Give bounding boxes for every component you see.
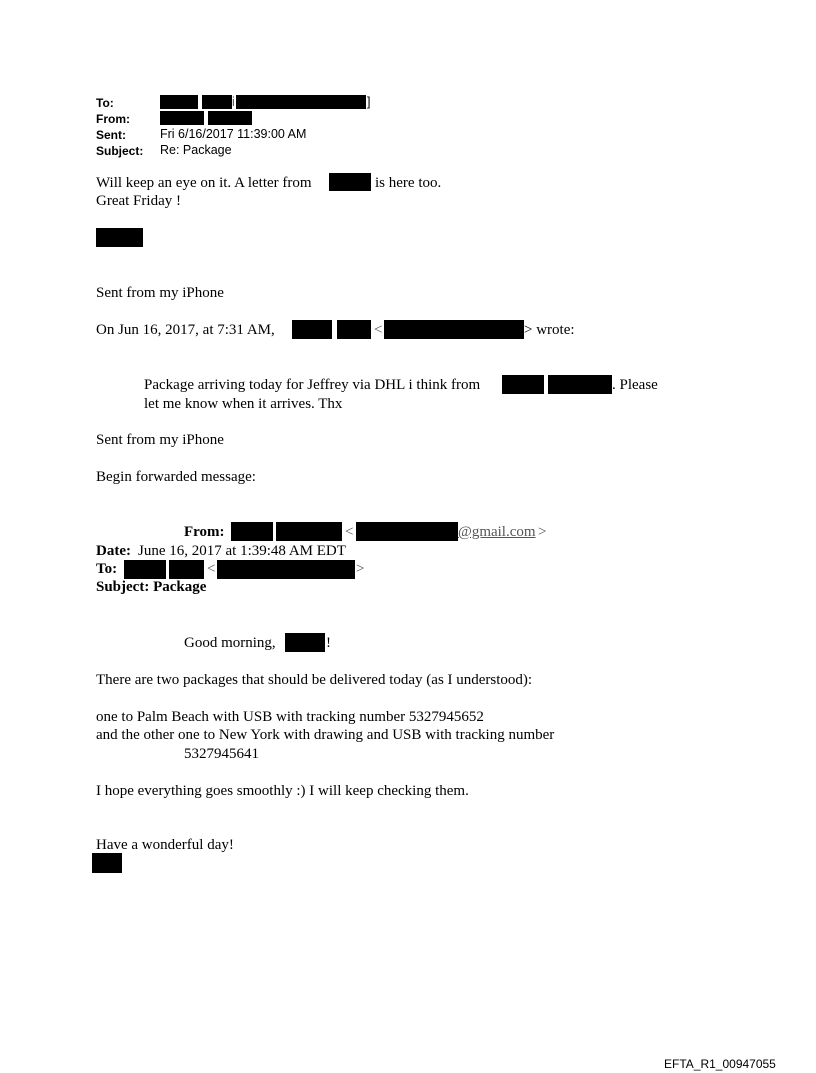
quote-intro-b: > wrote: bbox=[524, 322, 575, 338]
quote-intro-lt: < bbox=[374, 322, 383, 338]
redacted-block bbox=[160, 95, 198, 109]
to-separator: i bbox=[232, 95, 235, 109]
fwd-to-label: To: bbox=[96, 561, 118, 577]
closing-line: Have a wonderful day! bbox=[96, 837, 234, 853]
redacted-block bbox=[276, 522, 342, 541]
package-2: and the other one to New York with drawing and USB with tracking number bbox=[96, 727, 555, 743]
redacted-block bbox=[292, 320, 332, 339]
redacted-block bbox=[329, 173, 371, 191]
redacted-block bbox=[337, 320, 371, 339]
redacted-block bbox=[548, 375, 612, 394]
redacted-block bbox=[169, 560, 204, 579]
redacted-block bbox=[160, 111, 204, 125]
greeting-b: ! bbox=[326, 635, 331, 651]
redacted-block bbox=[236, 95, 366, 109]
sent-value: Fri 6/16/2017 11:39:00 AM bbox=[160, 127, 307, 141]
quote-msg-line-1a: Package arriving today for Jeffrey via DHL i think from bbox=[144, 377, 481, 393]
redacted-block bbox=[285, 633, 325, 652]
greeting-a: Good morning, bbox=[184, 635, 276, 651]
quote-msg-line-2: let me know when it arrives. Thx bbox=[144, 396, 343, 412]
begin-forwarded-message: Begin forwarded message: bbox=[96, 469, 256, 485]
fwd-date-label: Date: bbox=[96, 543, 131, 559]
to-bracket: ] bbox=[367, 95, 371, 109]
package-1: one to Palm Beach with USB with tracking number 5327945652 bbox=[96, 709, 484, 725]
quote-sent-from-iphone: Sent from my iPhone bbox=[96, 432, 224, 448]
redacted-block bbox=[502, 375, 544, 394]
redacted-block bbox=[124, 560, 166, 579]
quote-intro-a: On Jun 16, 2017, at 7:31 AM, bbox=[96, 322, 275, 338]
sent-from-iphone: Sent from my iPhone bbox=[96, 285, 224, 301]
package-2-number: 5327945641 bbox=[184, 746, 259, 762]
document-id: EFTA_R1_00947055 bbox=[664, 1057, 776, 1071]
packages-intro: There are two packages that should be delivered today (as I understood): bbox=[96, 672, 533, 688]
fwd-from-lt: < bbox=[345, 524, 354, 540]
redacted-email bbox=[384, 320, 524, 339]
fwd-to-lt: < bbox=[207, 561, 216, 577]
hope-line: I hope everything goes smoothly :) I will keep checking them. bbox=[96, 783, 469, 799]
redacted-signature bbox=[96, 228, 143, 247]
fwd-subject-label: Subject: Package bbox=[96, 579, 207, 595]
reply-line-1b: is here too. bbox=[375, 175, 442, 191]
fwd-to-gt: > bbox=[356, 561, 365, 577]
redacted-signature bbox=[92, 853, 122, 873]
redacted-block bbox=[208, 111, 252, 125]
quote-msg-line-1b: . Please bbox=[612, 377, 658, 393]
redacted-email bbox=[217, 560, 355, 579]
reply-line-1a: Will keep an eye on it. A letter from bbox=[96, 175, 312, 191]
fwd-date-value: June 16, 2017 at 1:39:48 AM EDT bbox=[138, 543, 346, 559]
subject-value: Re: Package bbox=[160, 143, 232, 157]
redacted-email bbox=[356, 522, 458, 541]
fwd-from-label: From: bbox=[184, 524, 225, 540]
from-label: From: bbox=[96, 112, 130, 126]
reply-line-2: Great Friday ! bbox=[96, 193, 181, 209]
subject-label: Subject: bbox=[96, 144, 144, 158]
fwd-from-gt: > bbox=[538, 524, 547, 540]
redacted-block bbox=[231, 522, 273, 541]
sent-label: Sent: bbox=[96, 128, 126, 142]
to-label: To: bbox=[96, 96, 114, 110]
redacted-block bbox=[202, 95, 232, 109]
fwd-from-email-link[interactable]: @gmail.com bbox=[458, 524, 536, 540]
